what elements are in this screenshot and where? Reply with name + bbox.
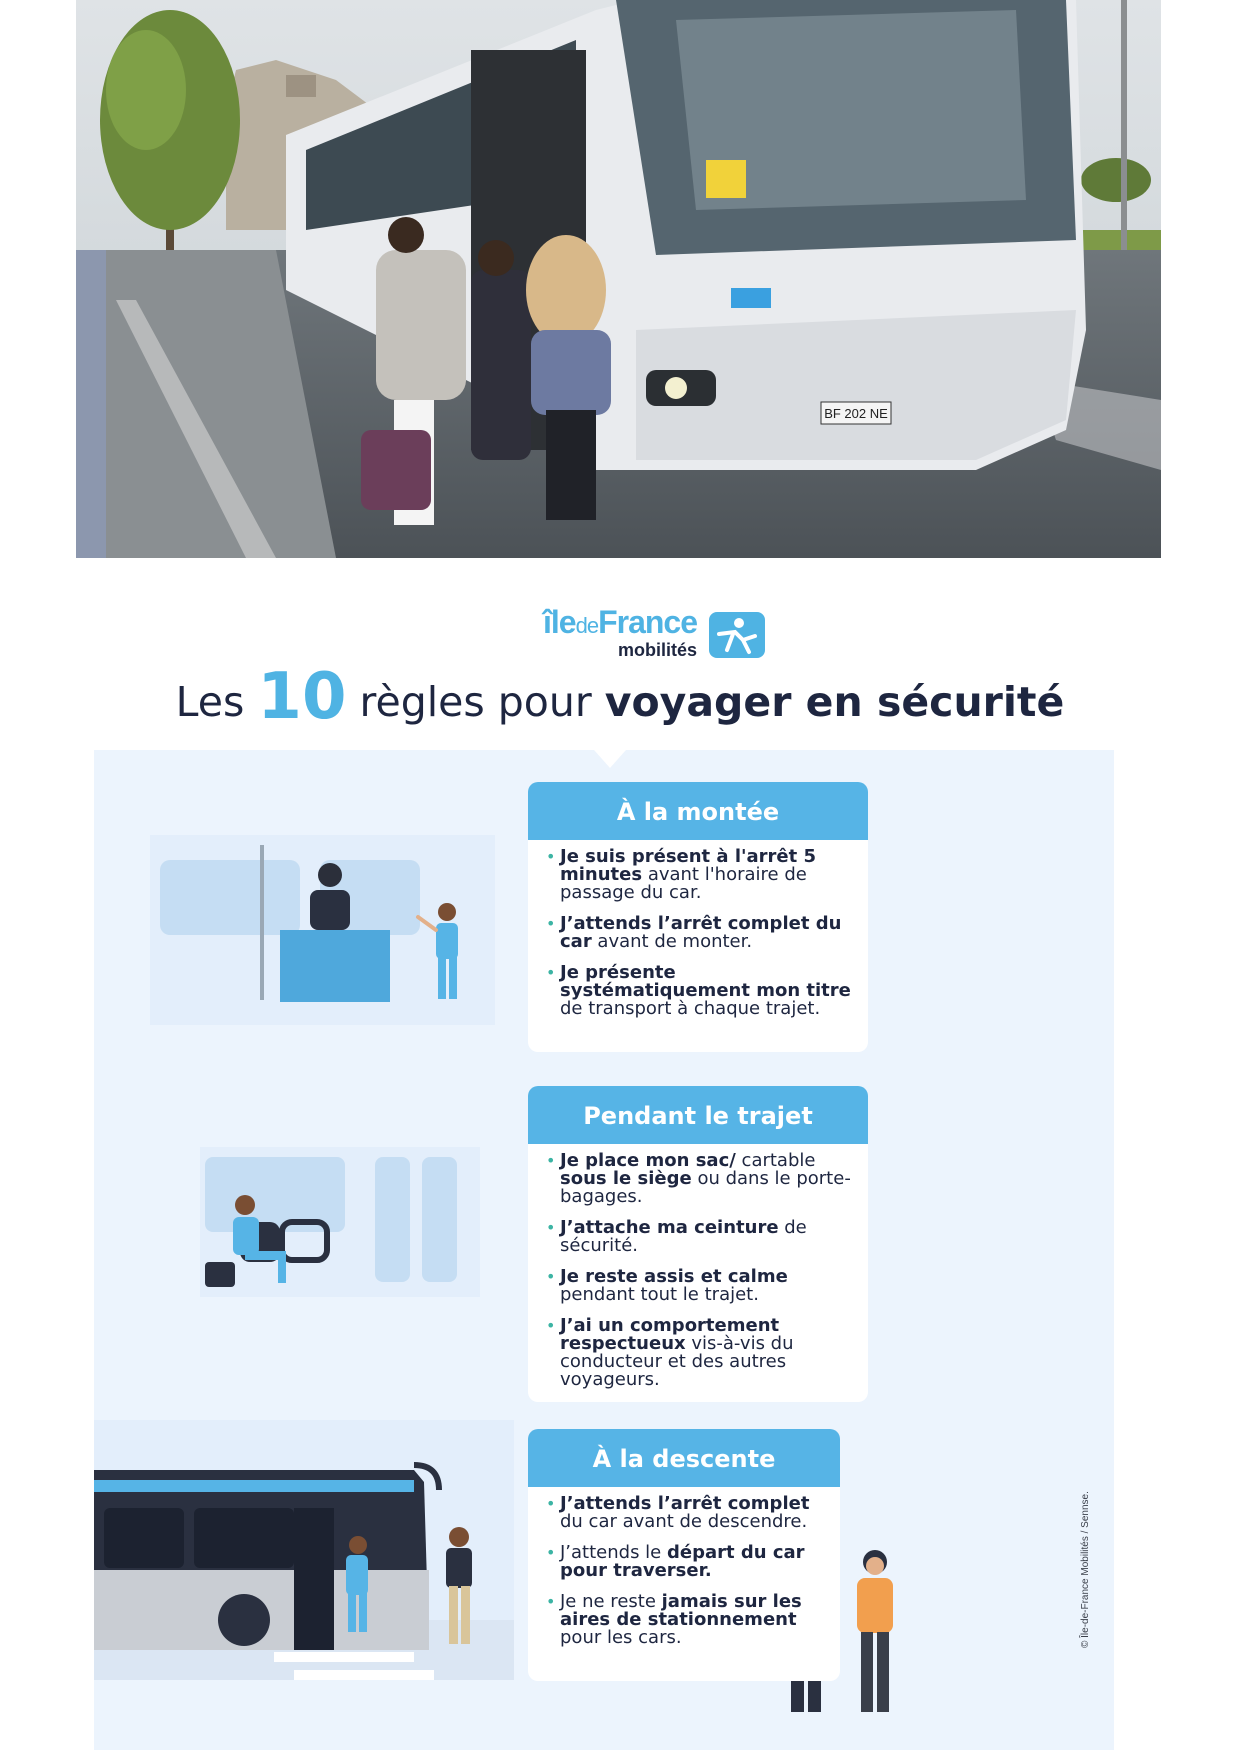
rule-emphasis: J’ai un comportement respectueux	[560, 1315, 780, 1354]
rule-item	[546, 915, 854, 951]
rule-text: J’attends le	[560, 1542, 667, 1563]
rule-emphasis: départ du car pour traverser.	[560, 1542, 805, 1581]
rules-list	[528, 840, 868, 1043]
title-middle: règles pour	[359, 678, 592, 726]
brand-prefix: île	[543, 604, 576, 640]
rule-emphasis: Je place mon sac/	[560, 1150, 736, 1171]
rule-item	[546, 964, 854, 1018]
card-exit	[528, 1429, 840, 1681]
seated-illustration	[200, 1147, 480, 1297]
rule-emphasis: jamais sur les aires de stationnement	[560, 1591, 802, 1630]
rules-list	[528, 1487, 840, 1672]
rule-emphasis: sous le siège	[560, 1168, 692, 1189]
rule-text: pendant tout le trajet.	[560, 1284, 759, 1305]
rule-item	[546, 1219, 854, 1255]
title-prefix: Les	[175, 678, 245, 726]
rule-item	[546, 1544, 826, 1580]
hero-photo	[76, 0, 1161, 558]
page-title	[0, 660, 1240, 734]
rule-item	[546, 1152, 854, 1206]
rule-item	[546, 1593, 826, 1647]
rule-emphasis: Je reste assis et calme	[560, 1266, 788, 1287]
rule-text: du car avant de descendre.	[560, 1511, 808, 1532]
rule-item	[546, 848, 854, 902]
copyright-note: © Île-de-France Mobilités / Sennse.	[1080, 1491, 1091, 1648]
school-bus-photo	[76, 0, 1161, 558]
rule-text: cartable	[735, 1150, 816, 1171]
exit-illustration	[94, 1420, 514, 1680]
card-heading: À la descente	[528, 1429, 840, 1487]
rule-text: de sécurité.	[560, 1217, 807, 1256]
card-heading: Pendant le trajet	[528, 1086, 868, 1144]
rule-text: avant de monter.	[591, 931, 753, 952]
runner-icon	[709, 612, 765, 658]
rule-text: pour les cars.	[560, 1627, 682, 1648]
card-heading: À la montée	[528, 782, 868, 840]
title-number: 10	[257, 660, 347, 734]
rule-emphasis: Je suis présent à l'arrêt 5 minutes	[560, 846, 817, 885]
rule-text: de transport à chaque trajet.	[560, 998, 821, 1019]
rule-item	[546, 1317, 854, 1389]
card-during-trip	[528, 1086, 868, 1402]
brand-subline: mobilités	[617, 640, 697, 660]
license-plate: BF 202 NE	[824, 406, 888, 421]
title-emphasis: voyager en sécurité	[604, 678, 1065, 726]
rule-emphasis: J’attends l’arrêt complet du car	[560, 913, 842, 952]
rule-item	[546, 1495, 826, 1531]
rule-emphasis: Je présente systématiquement mon titre	[560, 962, 851, 1001]
rule-item	[546, 1268, 854, 1304]
boarding-illustration	[150, 835, 495, 1025]
brand-mid: de	[575, 613, 599, 638]
rule-emphasis: J’attends l’arrêt complet	[560, 1493, 810, 1514]
card-boarding	[528, 782, 868, 1052]
brand-wordmark	[543, 604, 697, 641]
rules-list	[528, 1144, 868, 1402]
rule-emphasis: J’attache ma ceinture	[560, 1217, 779, 1238]
rule-text: Je ne reste	[560, 1591, 662, 1612]
brand-suffix: France	[598, 604, 697, 640]
rule-text: ou dans le porte-bagages.	[560, 1168, 851, 1207]
panel-notch	[594, 750, 626, 768]
rule-text: vis-à-vis du conducteur et des autres voyageurs.	[560, 1333, 794, 1390]
rule-text: avant l'horaire de passage du car.	[560, 864, 807, 903]
